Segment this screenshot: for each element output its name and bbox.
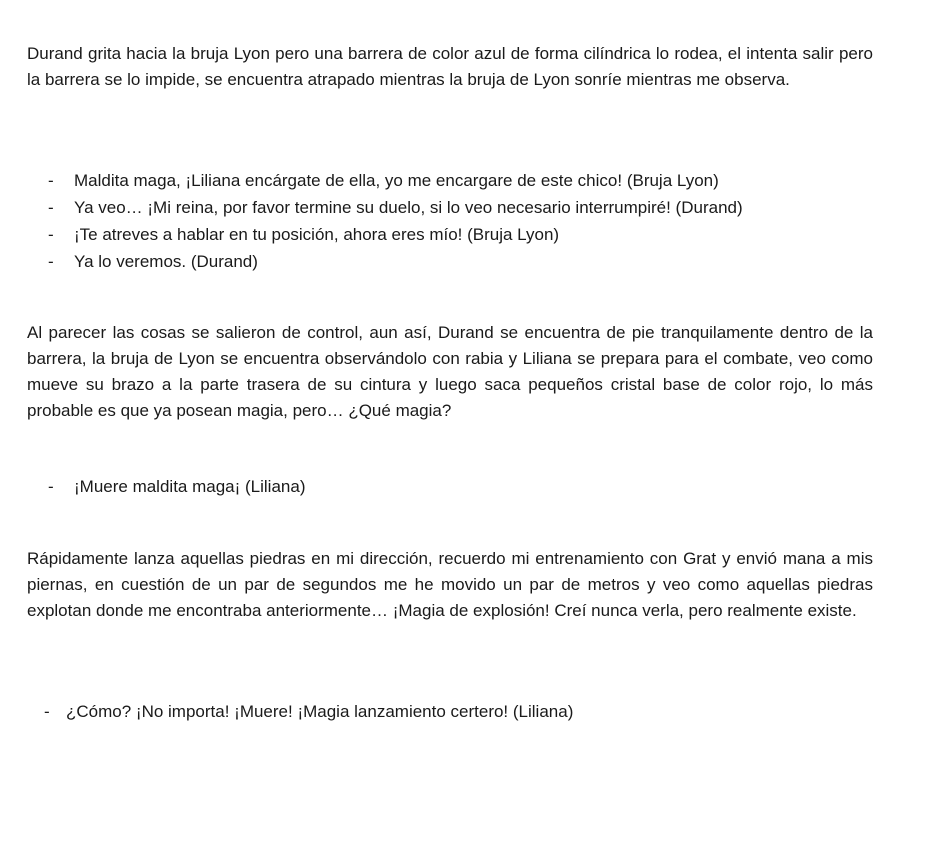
dialog-dash: - <box>48 171 54 190</box>
dialog-line <box>0 698 929 725</box>
dialog-dash: - <box>48 225 54 244</box>
dialog-text: Maldita maga, ¡Liliana encárgate de ella, yo me encargare de este chico! (Bruja Lyon) <box>74 171 719 190</box>
dialog-dash: - <box>44 702 50 721</box>
dialog-list-1 <box>0 167 929 275</box>
dialog-line <box>0 221 929 248</box>
dialog-line <box>0 473 929 500</box>
dialog-dash: - <box>48 477 54 496</box>
dialog-line <box>0 194 929 221</box>
dialog-list-3 <box>0 698 929 725</box>
dialog-list-2 <box>0 473 929 500</box>
dialog-text: ¡Te atreves a hablar en tu posición, ahora eres mío! (Bruja Lyon) <box>74 225 560 244</box>
dialog-dash: - <box>48 198 54 217</box>
paragraph-1: Durand grita hacia la bruja Lyon pero una barrera de color azul de forma cilíndrica lo rodea, el intenta salir pero la barrera se lo impide, se encuentra atrapado mientras la bruja de Lyon sonríe mientras me observa. <box>27 44 873 89</box>
dialog-text: ¡Muere maldita maga¡ (Liliana) <box>74 477 306 496</box>
paragraph-3: Rápidamente lanza aquellas piedras en mi dirección, recuerdo mi entrenamiento con Grat y envió mana a mis piernas, en cuestión de un par de segundos me he movido un par de metros y veo como aquellas piedras explotan donde me encontraba anteriormente… ¡Magia de explosión! Creí nunca verla, pero realmente existe. <box>27 549 873 620</box>
dialog-text: ¿Cómo? ¡No importa! ¡Muere! ¡Magia lanzamiento certero! (Liliana) <box>66 702 574 721</box>
dialog-text: Ya lo veremos. (Durand) <box>74 252 258 271</box>
paragraph-2: Al parecer las cosas se salieron de control, aun así, Durand se encuentra de pie tranquilamente dentro de la barrera, la bruja de Lyon se encuentra observándolo con rabia y Liliana se prepara para el combate, veo como mueve su brazo a la parte trasera de su cintura y luego saca pequeños cristal base de color rojo, lo más probable es que ya posean magia, pero… ¿Qué magia? <box>27 323 873 420</box>
dialog-text: Ya veo… ¡Mi reina, por favor termine su duelo, si lo veo necesario interrumpiré! (Durand) <box>74 198 743 217</box>
dialog-dash: - <box>48 252 54 271</box>
dialog-line <box>0 167 929 194</box>
dialog-line <box>0 248 929 275</box>
